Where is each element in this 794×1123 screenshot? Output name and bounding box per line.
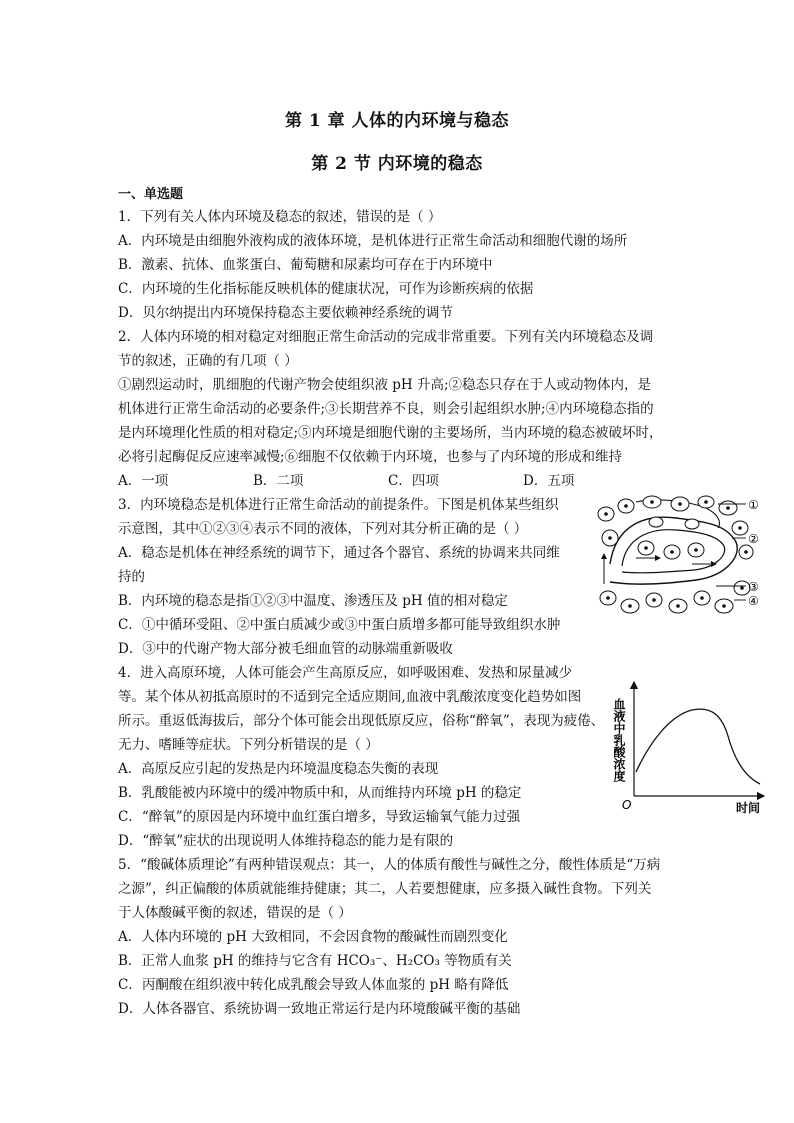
q3-option-c: C．①中循环受阻、②中蛋白质减少或③中蛋白质增多都可能导致组织水肿 (118, 617, 561, 633)
q2-statements-line4: 必将引起酶促反应速率减慢;⑥细胞不仅依赖于内环境，也参与了内环境的形成和维持 (118, 449, 623, 465)
figure-label-1: ① (748, 498, 759, 512)
q3-stem-line1: 3．内环境稳态是机体进行正常生命活动的前提条件。下图是机体某些组织 (118, 497, 559, 513)
figure-label-4: ④ (748, 594, 759, 608)
figure-label-2: ② (748, 532, 759, 546)
q5-option-d: D．人体各器官、系统协调一致地正常运行是内环境酸碱平衡的基础 (118, 1001, 521, 1017)
origin-label: O (622, 798, 632, 812)
q1-option-a: A．内环境是由细胞外液构成的液体环境，是机体进行正常生命活动和细胞代谢的场所 (118, 233, 628, 249)
q1-option-c: C．内环境的生化指标能反映机体的健康状况，可作为诊断疾病的依据 (118, 281, 534, 297)
section-heading: 一、单选题 (118, 187, 184, 202)
q5-stem-line2: 之源”，纠正偏酸的体质就能维持健康；其二，人若要想健康，应多摄入碱性食物。下列关 (118, 881, 652, 897)
q4-option-c: C．“醉氧”的原因是内环境中血红蛋白增多，导致运输氧气能力过强 (118, 809, 521, 825)
q5-option-a: A．人体内环境的 pH 大致相同，不会因食物的酸碱性而剧烈变化 (118, 929, 508, 945)
q2-stem-line1: 2．人体内环境的相对稳定对细胞正常生命活动的完成非常重要。下列有关内环境稳态及调 (118, 329, 654, 345)
q1-option-d: D．贝尔纳提出内环境保持稳态主要依赖神经系统的调节 (118, 305, 453, 321)
q4-stem-line3: 所示。重返低海拔后，部分个体可能会出现低原反应，俗称“醉氧”，表现为疲倦、 (118, 713, 605, 729)
chapter-title: 第 1 章 人体的内环境与稳态 (284, 111, 510, 131)
q2-option-c: C．四项 (388, 473, 439, 489)
q5-option-c: C．丙酮酸在组织液中转化成乳酸会导致人体血浆的 pH 略有降低 (118, 977, 509, 993)
q4-stem-line4: 无力、嗜睡等症状。下列分析错误的是（ ） (118, 737, 379, 753)
q2-options (118, 472, 574, 490)
lactate-curve-figure (612, 676, 772, 816)
x-axis-label: 时间 (736, 801, 761, 815)
q4-option-a: A．高原反应引起的发热是内环境温度稳态失衡的表现 (118, 761, 439, 777)
q5-option-b: B．正常人血浆 pH 的维持与它含有 HCO₃⁻、H₂CO₃ 等物质有关 (118, 953, 512, 969)
q5-stem-line1: 5．“酸碱体质理论”有两种错误观点：其一，人的体质有酸性与碱性之分，酸性体质是“万病 (118, 857, 661, 873)
q4-stem-line2: 等。某个体从初抵高原时的不适到完全适应期间,血液中乳酸浓度变化趋势如图 (118, 689, 582, 705)
q1-option-b: B．激素、抗体、血浆蛋白、葡萄糖和尿素均可存在于内环境中 (118, 257, 493, 273)
q4-option-b: B．乳酸能被内环境中的缓冲物质中和，从而维持内环境 pH 的稳定 (118, 785, 522, 801)
figure-label-3: ③ (748, 580, 759, 594)
q3-option-b: B．内环境的稳态是指①②③中温度、渗透压及 pH 值的相对稳定 (118, 593, 508, 609)
q1-stem: 1．下列有关人体内环境及稳态的叙述，错误的是（ ） (118, 209, 442, 225)
section-title: 第 2 节 内环境的稳态 (311, 154, 483, 174)
lactate-curve (636, 709, 760, 784)
tissue-diagram (596, 494, 772, 618)
q3-option-a-line1: A．稳态是机体在神经系统的调节下，通过各个器官、系统的协调来共同维 (118, 545, 560, 561)
q2-statements-line1: ①剧烈运动时，肌细胞的代谢产物会使组织液 pH 升高;②稳态只存在于人或动物体内，是 (118, 377, 652, 393)
q5-stem-line3: 于人体酸碱平衡的叙述，错误的是（ ） (118, 905, 352, 921)
q4-option-d: D．“醉氧”症状的出现说明人体维持稳态的能力是有限的 (118, 833, 454, 849)
q2-statements-line3: 是内环境理化性质的相对稳定;⑤内环境是细胞代谢的主要场所，当内环境的稳态被破坏时， (118, 425, 663, 441)
q3-option-a-line2: 持的 (118, 569, 145, 585)
q2-option-b: B．二项 (253, 473, 304, 489)
q3-stem-line2: 示意图，其中①②③④表示不同的液体，下列对其分析正确的是（ ） (118, 521, 528, 537)
q2-statements-line2: 机体进行正常生命活动的必要条件;③长期营养不良，则会引起组织水肿;④内环境稳态指的 (118, 401, 654, 417)
q3-option-d: D．③中的代谢产物大部分被毛细血管的动脉端重新吸收 (118, 641, 453, 657)
q2-stem-line2: 节的叙述，正确的有几项（ ） (118, 353, 298, 369)
q4-stem-line1: 4．进入高原环境，人体可能会产生高原反应，如呼吸困难、发热和尿量减少 (118, 665, 573, 681)
y-axis-label: 血液中乳酸浓度 (612, 698, 626, 782)
q2-option-a: A．一项 (118, 473, 169, 489)
q2-option-d: D．五项 (523, 473, 575, 489)
